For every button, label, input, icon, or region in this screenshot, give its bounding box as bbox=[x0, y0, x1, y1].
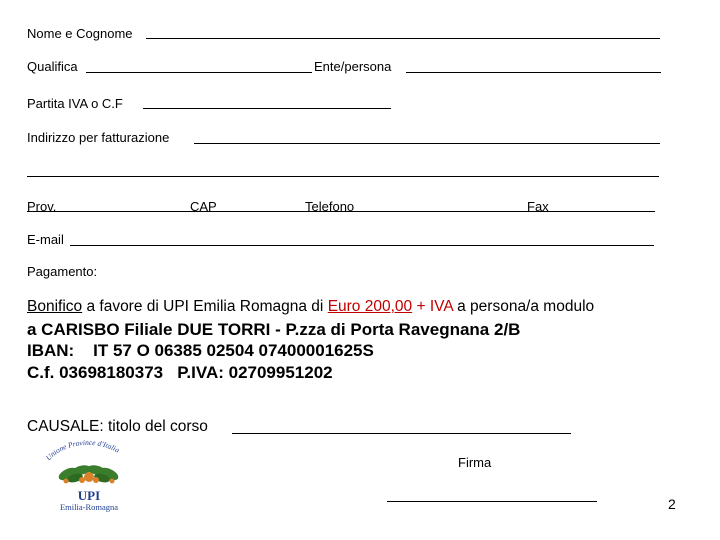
bank-line: a CARISBO Filiale DUE TORRI - P.zza di Porta Ravegnana 2/B bbox=[27, 320, 521, 339]
telefono-label: Telefono bbox=[305, 199, 355, 214]
payment-line bbox=[27, 298, 594, 316]
fax-label: Fax bbox=[527, 199, 549, 214]
causale-field[interactable] bbox=[232, 433, 571, 434]
nome-field[interactable] bbox=[146, 38, 660, 39]
piva-label: Partita IVA o C.F bbox=[27, 96, 123, 111]
firma-field[interactable] bbox=[387, 501, 597, 502]
nome-label: Nome e Cognome bbox=[27, 26, 133, 41]
logo-name: UPI bbox=[77, 488, 101, 503]
qualifica-label: Qualifica bbox=[27, 59, 78, 74]
indirizzo-label: Indirizzo per fatturazione bbox=[27, 130, 170, 145]
payment-text-2: a persona/a modulo bbox=[452, 298, 595, 315]
causale-label: CAUSALE: titolo del corso bbox=[27, 418, 208, 435]
logo-arc-text: Unione Province d'Italia bbox=[43, 440, 122, 463]
indirizzo-field[interactable] bbox=[194, 143, 660, 144]
cap-label: CAP bbox=[190, 199, 217, 214]
iban-line: IBAN: IT 57 O 06385 02504 07400001625S bbox=[27, 341, 374, 360]
pagamento-label: Pagamento: bbox=[27, 264, 98, 279]
ente-field[interactable] bbox=[406, 72, 661, 73]
upi-logo bbox=[38, 440, 138, 514]
ente-label: Ente/persona bbox=[314, 59, 392, 74]
bonifico-text: Bonifico bbox=[27, 298, 83, 315]
cf-line: C.f. 03698180373 P.IVA: 02709951202 bbox=[27, 363, 333, 382]
payment-text-1: a favore di UPI Emilia Romagna di bbox=[82, 298, 328, 315]
indirizzo-field-2[interactable] bbox=[27, 176, 659, 177]
qualifica-field[interactable] bbox=[86, 72, 312, 73]
email-label: E-mail bbox=[27, 232, 64, 247]
piva-field[interactable] bbox=[143, 108, 391, 109]
email-field[interactable] bbox=[70, 245, 654, 246]
prov-label: Prov. bbox=[27, 199, 57, 214]
leaves-icon bbox=[57, 464, 120, 484]
payment-amount: Euro 200,00 bbox=[327, 298, 413, 315]
upi-logo-graphic bbox=[38, 440, 138, 514]
payment-plus-iva: + IVA bbox=[412, 298, 453, 315]
firma-label: Firma bbox=[458, 455, 492, 470]
page-number: 2 bbox=[668, 496, 676, 512]
logo-region: Emilia-Romagna bbox=[59, 502, 119, 512]
